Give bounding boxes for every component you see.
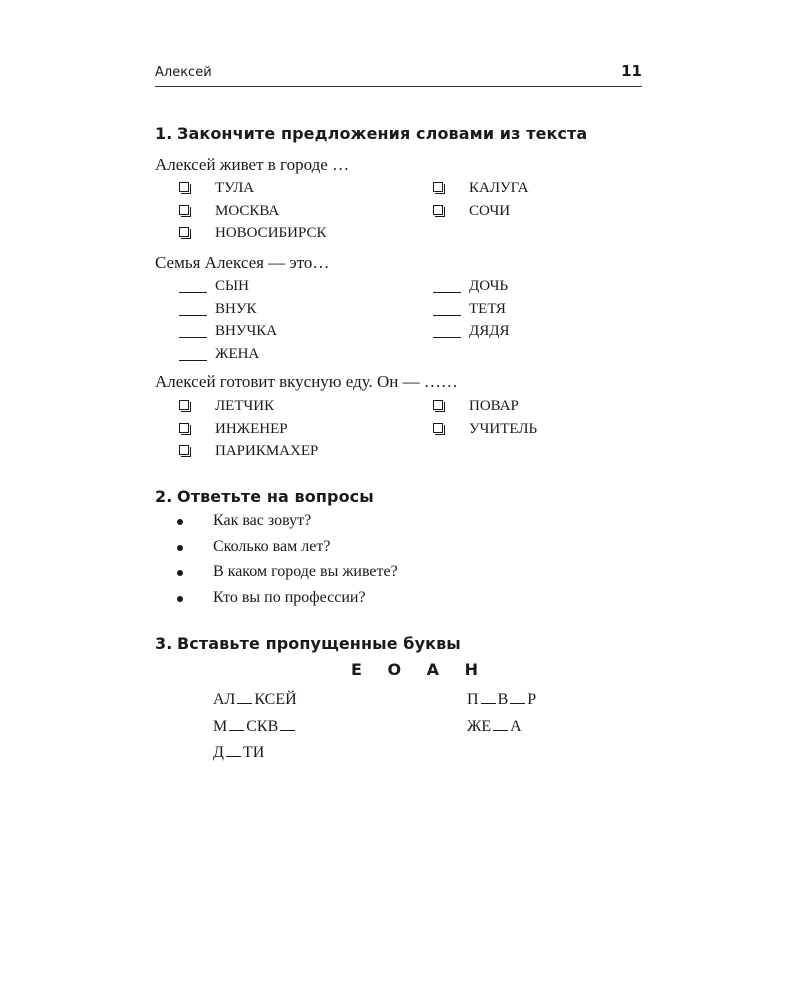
running-header — [155, 62, 642, 87]
letter-blank[interactable] — [481, 691, 496, 704]
page-number: 11 — [621, 62, 642, 80]
gap-word: Д ТИ — [213, 744, 265, 761]
letter-blank[interactable] — [510, 691, 525, 704]
checkbox-icon[interactable] — [179, 182, 189, 192]
checkbox-icon[interactable] — [179, 400, 189, 410]
checkbox-icon[interactable] — [179, 423, 189, 433]
answer-blank[interactable] — [179, 292, 207, 293]
bullet-icon — [177, 545, 183, 551]
exercise-number: 1. — [155, 124, 173, 143]
question-stem: Алексей готовит вкусную еду. Он — …… — [155, 372, 458, 391]
checkbox-icon[interactable] — [179, 227, 189, 237]
answer-blank[interactable] — [179, 315, 207, 316]
checkbox-icon[interactable] — [433, 205, 443, 215]
question-stem: Семья Алексея — это… — [155, 253, 330, 272]
exercise-title: Ответьте на вопросы — [177, 487, 374, 506]
answer-blank[interactable] — [433, 337, 461, 338]
letter-blank[interactable] — [493, 718, 508, 731]
letter-blank[interactable] — [226, 744, 241, 757]
exercise-3-heading — [155, 634, 461, 653]
exercise-number: 2. — [155, 487, 173, 506]
exercise-title: Вставьте пропущенные буквы — [177, 634, 461, 653]
checkbox-icon[interactable] — [433, 423, 443, 433]
bullet-icon — [177, 519, 183, 525]
question-stem: Алексей живет в городе … — [155, 155, 350, 174]
letter-blank[interactable] — [237, 691, 252, 704]
answer-blank[interactable] — [433, 315, 461, 316]
answer-blank[interactable] — [179, 337, 207, 338]
exercise-1-heading — [155, 124, 587, 143]
gap-word: М СКВ — [213, 718, 297, 736]
bullet-icon — [177, 596, 183, 602]
checkbox-icon[interactable] — [179, 205, 189, 215]
checkbox-icon[interactable] — [433, 182, 443, 192]
letter-blank[interactable] — [229, 718, 244, 731]
gap-word: АЛ КСЕЙ — [213, 691, 297, 708]
checkbox-icon[interactable] — [433, 400, 443, 410]
exercise-title: Закончите предложения словами из текста — [177, 124, 588, 143]
bullet-icon — [177, 570, 183, 576]
exercise-2-heading — [155, 487, 374, 506]
gap-word: ЖЕ А — [467, 718, 522, 735]
gap-word: П В Р — [467, 691, 537, 708]
running-title: Алексей — [155, 65, 212, 80]
letter-bank: Е О А Н — [351, 660, 483, 679]
answer-blank[interactable] — [179, 360, 207, 361]
answer-blank[interactable] — [433, 292, 461, 293]
checkbox-icon[interactable] — [179, 445, 189, 455]
exercise-number: 3. — [155, 634, 173, 653]
letter-blank[interactable] — [280, 718, 295, 731]
